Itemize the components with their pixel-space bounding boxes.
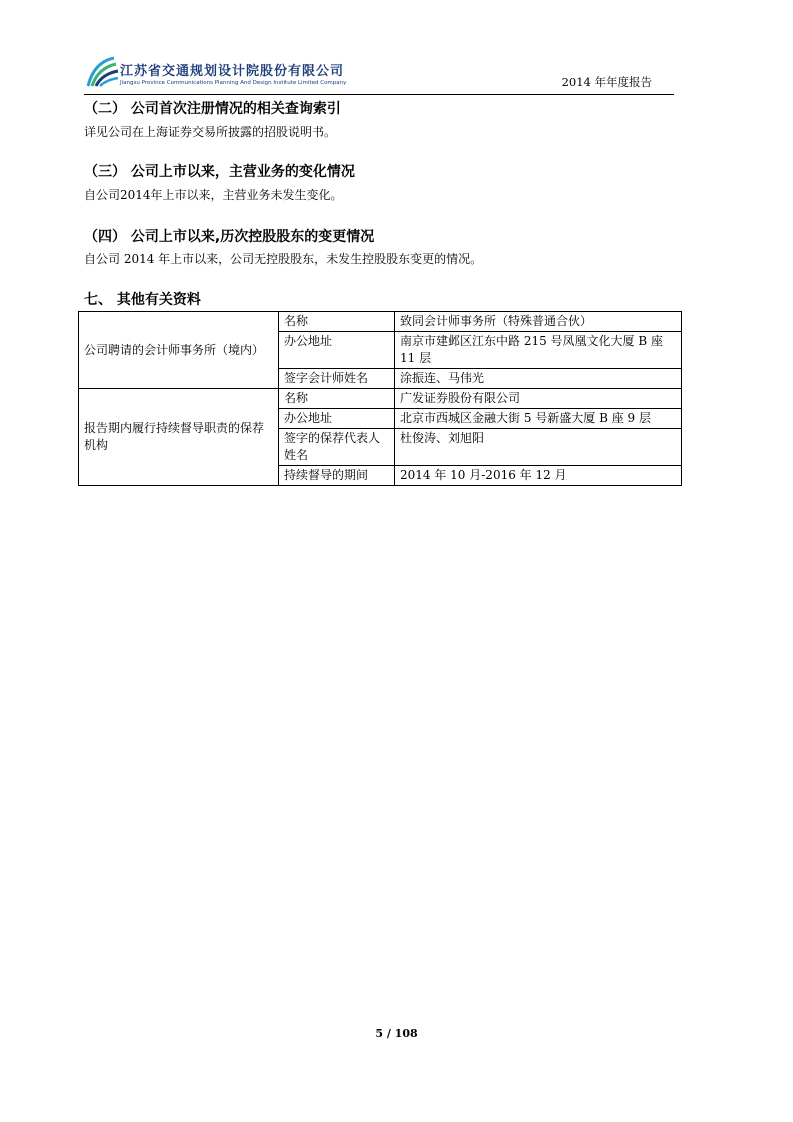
table-key: 办公地址 xyxy=(279,332,395,369)
table-value: 2014 年 10 月-2016 年 12 月 xyxy=(395,466,682,486)
section-heading-4: （四） 公司上市以来,历次控股股东的变更情况 xyxy=(84,229,375,245)
section-heading-2: （二） 公司首次注册情况的相关查询索引 xyxy=(84,101,341,117)
section-heading-3: （三） 公司上市以来，主营业务的变化情况 xyxy=(84,164,355,180)
table-value: 涂振连、马伟光 xyxy=(395,369,682,389)
table-value: 杜俊涛、刘旭阳 xyxy=(395,429,682,466)
table-value: 南京市建邺区江东中路 215 号凤凰文化大厦 B 座 11 层 xyxy=(395,332,682,369)
report-title: 2014 年年度报告 xyxy=(561,75,652,89)
company-logo-icon xyxy=(84,54,120,90)
table-key: 办公地址 xyxy=(279,409,395,429)
section-heading-7: 七、 其他有关资料 xyxy=(84,292,201,308)
other-info-table xyxy=(78,311,682,486)
table-value: 广发证券股份有限公司 xyxy=(395,389,682,409)
section-body-4: 自公司 2014 年上市以来，公司无控股股东，未发生控股股东变更的情况。 xyxy=(84,252,483,266)
table-value: 致同会计师事务所（特殊普通合伙） xyxy=(395,312,682,332)
table-row xyxy=(79,312,682,332)
company-name-en: Jiangsu Province Communications Planning And Design Institute Limited Company xyxy=(120,80,347,86)
section-body-2: 详见公司在上海证券交易所披露的招股说明书。 xyxy=(84,125,337,139)
table-key: 签字的保荐代表人姓名 xyxy=(279,429,395,466)
group-label-sponsor: 报告期内履行持续督导职责的保荐机构 xyxy=(79,389,279,486)
page-header xyxy=(84,54,674,95)
page-number: 5 / 108 xyxy=(375,1027,418,1040)
table-value: 北京市西城区金融大街 5 号新盛大厦 B 座 9 层 xyxy=(395,409,682,429)
table-key: 名称 xyxy=(279,389,395,409)
table-row xyxy=(79,389,682,409)
table-key: 名称 xyxy=(279,312,395,332)
group-label-accountant: 公司聘请的会计师事务所（境内） xyxy=(79,312,279,389)
table-key: 持续督导的期间 xyxy=(279,466,395,486)
company-name-cn: 江苏省交通规划设计院股份有限公司 xyxy=(120,64,345,79)
section-body-3: 自公司2014年上市以来，主营业务未发生变化。 xyxy=(84,188,343,202)
table-key: 签字会计师姓名 xyxy=(279,369,395,389)
